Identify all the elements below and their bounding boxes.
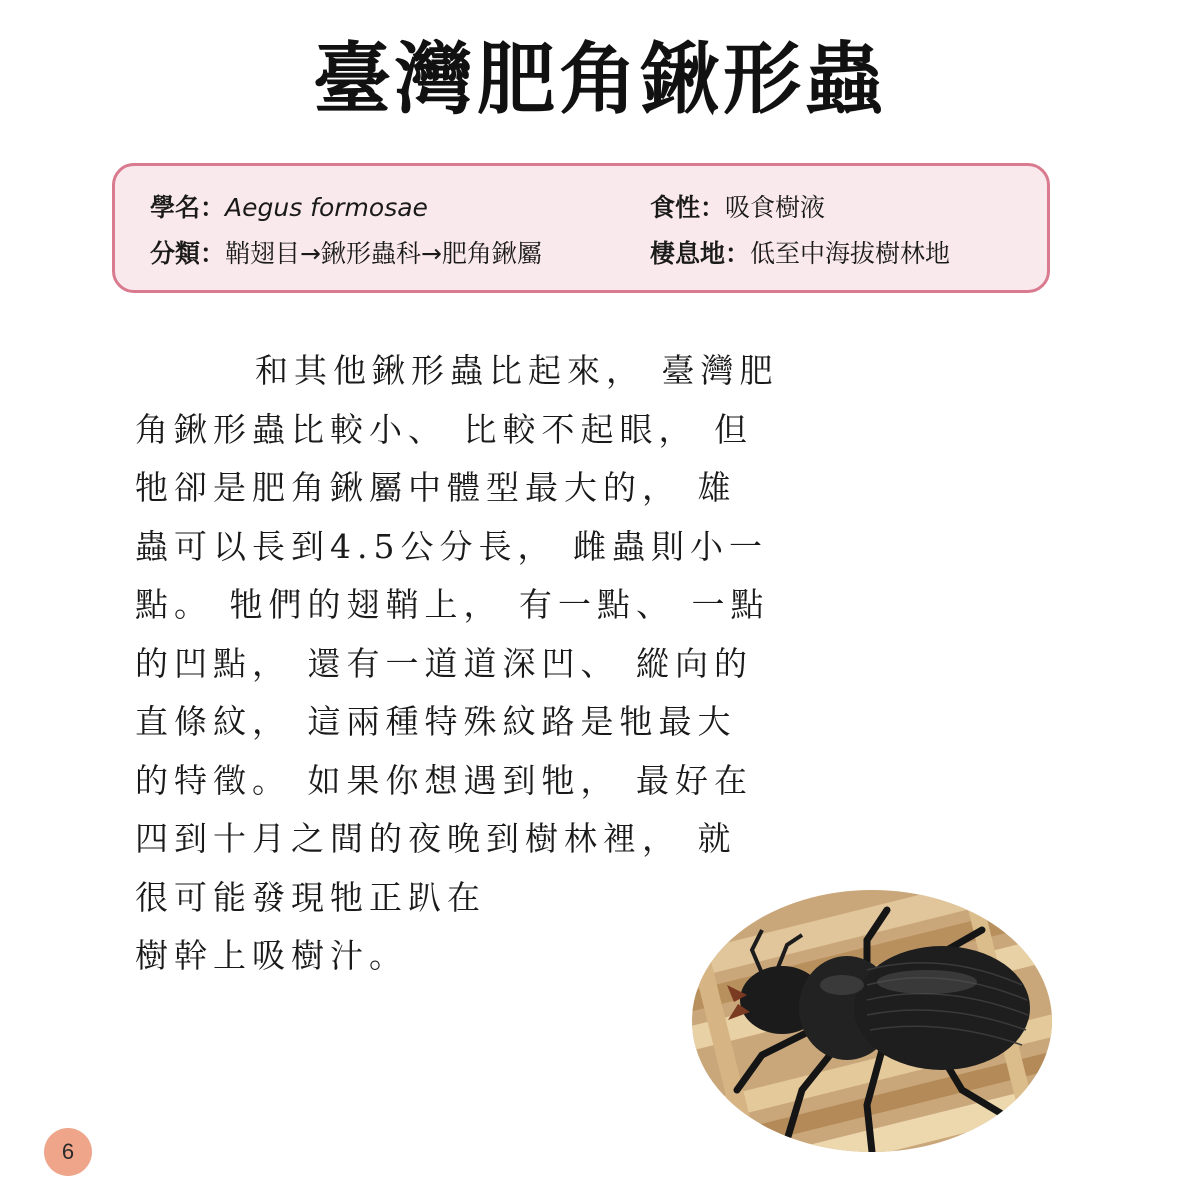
body-line: 角鍬形蟲比較小、 比較不起眼， 但 (135, 409, 753, 449)
diet (650, 192, 825, 224)
scientific-name-value: Aegus formosae (225, 193, 428, 222)
body-line: 牠卻是肥角鍬屬中體型最大的， 雄 (135, 468, 737, 507)
scientific-name-label: 學名： (150, 193, 226, 222)
body-line: 的特徵。 如果你想遇到牠， 最好在 (135, 760, 753, 800)
species-info-box (112, 163, 1050, 293)
classification-label: 分類： (150, 239, 226, 268)
classification (150, 238, 542, 270)
body-line: 很可能發現牠正趴在 (135, 877, 486, 917)
scientific-name (150, 192, 428, 224)
body-line: 四到十月之間的夜晚到樹林裡， 就 (135, 819, 737, 858)
page-title: 臺灣肥角鍬形蟲 (312, 35, 887, 125)
diet-label: 食性： (650, 193, 726, 222)
habitat (650, 238, 950, 270)
body-line: 和其他鍬形蟲比起來， 臺灣肥 (255, 351, 779, 390)
habitat-label: 棲息地： (650, 239, 751, 268)
beetle-photo (692, 890, 1052, 1152)
body-text (135, 342, 1045, 986)
diet-value: 吸食樹液 (725, 193, 826, 222)
body-line: 直條紋， 這兩種特殊紋路是牠最大 (135, 702, 737, 741)
habitat-value: 低至中海拔樹林地 (750, 239, 951, 268)
classification-value: 鞘翅目→鍬形蟲科→肥角鍬屬 (225, 239, 542, 268)
body-line: 的凹點， 還有一道道深凹、 縱向的 (135, 643, 753, 683)
page-number: 6 (44, 1128, 92, 1176)
body-line: 點。 牠們的翅鞘上， 有一點、 一點 (135, 585, 770, 624)
body-line: 樹幹上吸樹汁。 (135, 936, 408, 975)
body-line: 蟲可以長到4.5公分長， 雌蟲則小一 (135, 526, 768, 566)
